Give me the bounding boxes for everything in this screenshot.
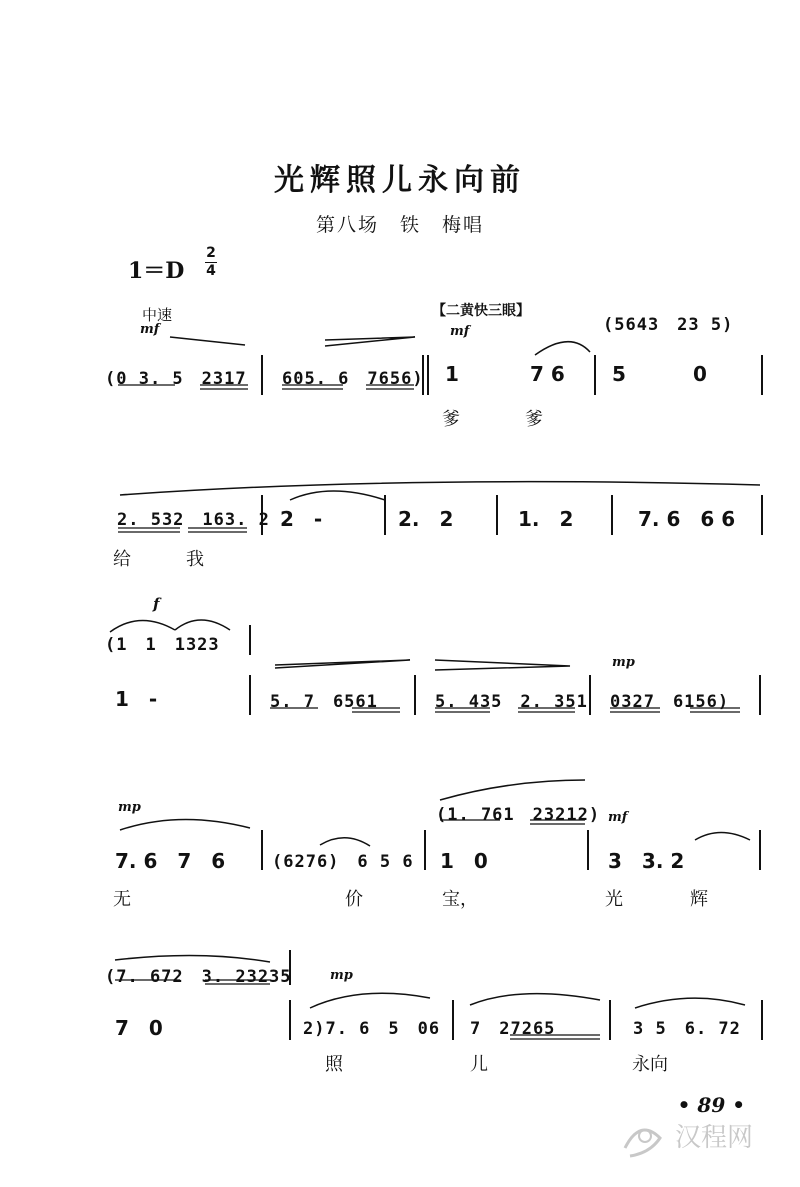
key-signature: 1＝D xyxy=(128,258,185,284)
note-group: 0 xyxy=(693,362,707,386)
note-group: 5. 435 2. 351 xyxy=(435,692,588,712)
time-signature-bottom: 4 xyxy=(206,263,216,279)
lyric: 宝， xyxy=(442,889,478,910)
note-group: (0 3. 5 2317 xyxy=(105,369,247,389)
lyric: 照 xyxy=(325,1054,343,1075)
note-group: 7 27265 xyxy=(470,1019,556,1039)
note-group: 5. 7 6561 xyxy=(270,692,378,712)
note-group: 1 xyxy=(445,362,459,386)
watermark-text: 汉程网 xyxy=(675,1123,754,1153)
lyric: 给 xyxy=(113,549,131,570)
note-group: 2. 532 163. 2 xyxy=(117,510,270,530)
note-group: 3 5 6. 72 xyxy=(633,1019,741,1039)
lyric: 光 xyxy=(605,889,623,910)
accompaniment-line: (5643 23 5) xyxy=(603,315,734,335)
accompaniment-line: (1. 761 23212) xyxy=(436,805,601,825)
lyric: 价 xyxy=(345,889,363,910)
note-group: 2. 2 xyxy=(398,507,454,531)
dynamic-mf: mf xyxy=(140,322,160,337)
note-group: 7. 6 7 6 xyxy=(115,849,226,873)
note-group: 2 - xyxy=(280,507,323,531)
note-group: 2)7. 6 5 06 xyxy=(303,1019,441,1039)
lyric: 我 xyxy=(186,549,204,570)
note-group: 7. 6 6 6 xyxy=(638,507,736,531)
time-signature xyxy=(205,246,217,279)
lyric: 辉 xyxy=(690,889,708,910)
note-group: 605. 6 7656) xyxy=(282,369,424,389)
watermark-logo xyxy=(615,1108,785,1168)
lyric: 爹 xyxy=(525,409,543,430)
tempo-marking: 中速 xyxy=(142,306,173,324)
dynamic-f: f xyxy=(153,595,160,613)
note-group: 7 0 xyxy=(115,1016,163,1040)
note-group: (6276) 6 5 6 xyxy=(272,852,414,872)
note-group: 7 6 xyxy=(530,362,565,386)
note-group: 5 xyxy=(612,362,626,386)
lyric: 儿 xyxy=(470,1054,488,1075)
time-signature-top: 2 xyxy=(206,245,216,261)
dynamic-mf-3: mf xyxy=(608,810,628,825)
lyric: 无 xyxy=(113,889,131,910)
song-subtitle: 第八场 铁 梅唱 xyxy=(315,214,484,236)
section-marker: 【二黄快三眼】 xyxy=(432,303,530,319)
dynamic-mp-2: mp xyxy=(118,800,141,815)
upper-line: (7. 672 3. 23235 xyxy=(105,967,292,987)
lyric: 永向 xyxy=(632,1054,668,1075)
upper-line: (1 1 1323 xyxy=(105,635,220,655)
note-group: 3 3. 2 xyxy=(608,849,685,873)
note-group: 1 0 xyxy=(440,849,488,873)
song-title: 光辉照儿永向前 xyxy=(274,163,526,198)
watermark-icon xyxy=(615,1108,785,1168)
dynamic-mp-3: mp xyxy=(330,968,353,983)
note-group: 0327 6156) xyxy=(610,692,730,712)
page-number: • 89 • xyxy=(677,1093,745,1117)
note-group: 1. 2 xyxy=(518,507,574,531)
dynamic-mf-2: mf xyxy=(450,324,470,339)
dynamic-mp: mp xyxy=(612,655,635,670)
note-group: 1 - xyxy=(115,687,158,711)
lyric: 爹 xyxy=(442,409,460,430)
